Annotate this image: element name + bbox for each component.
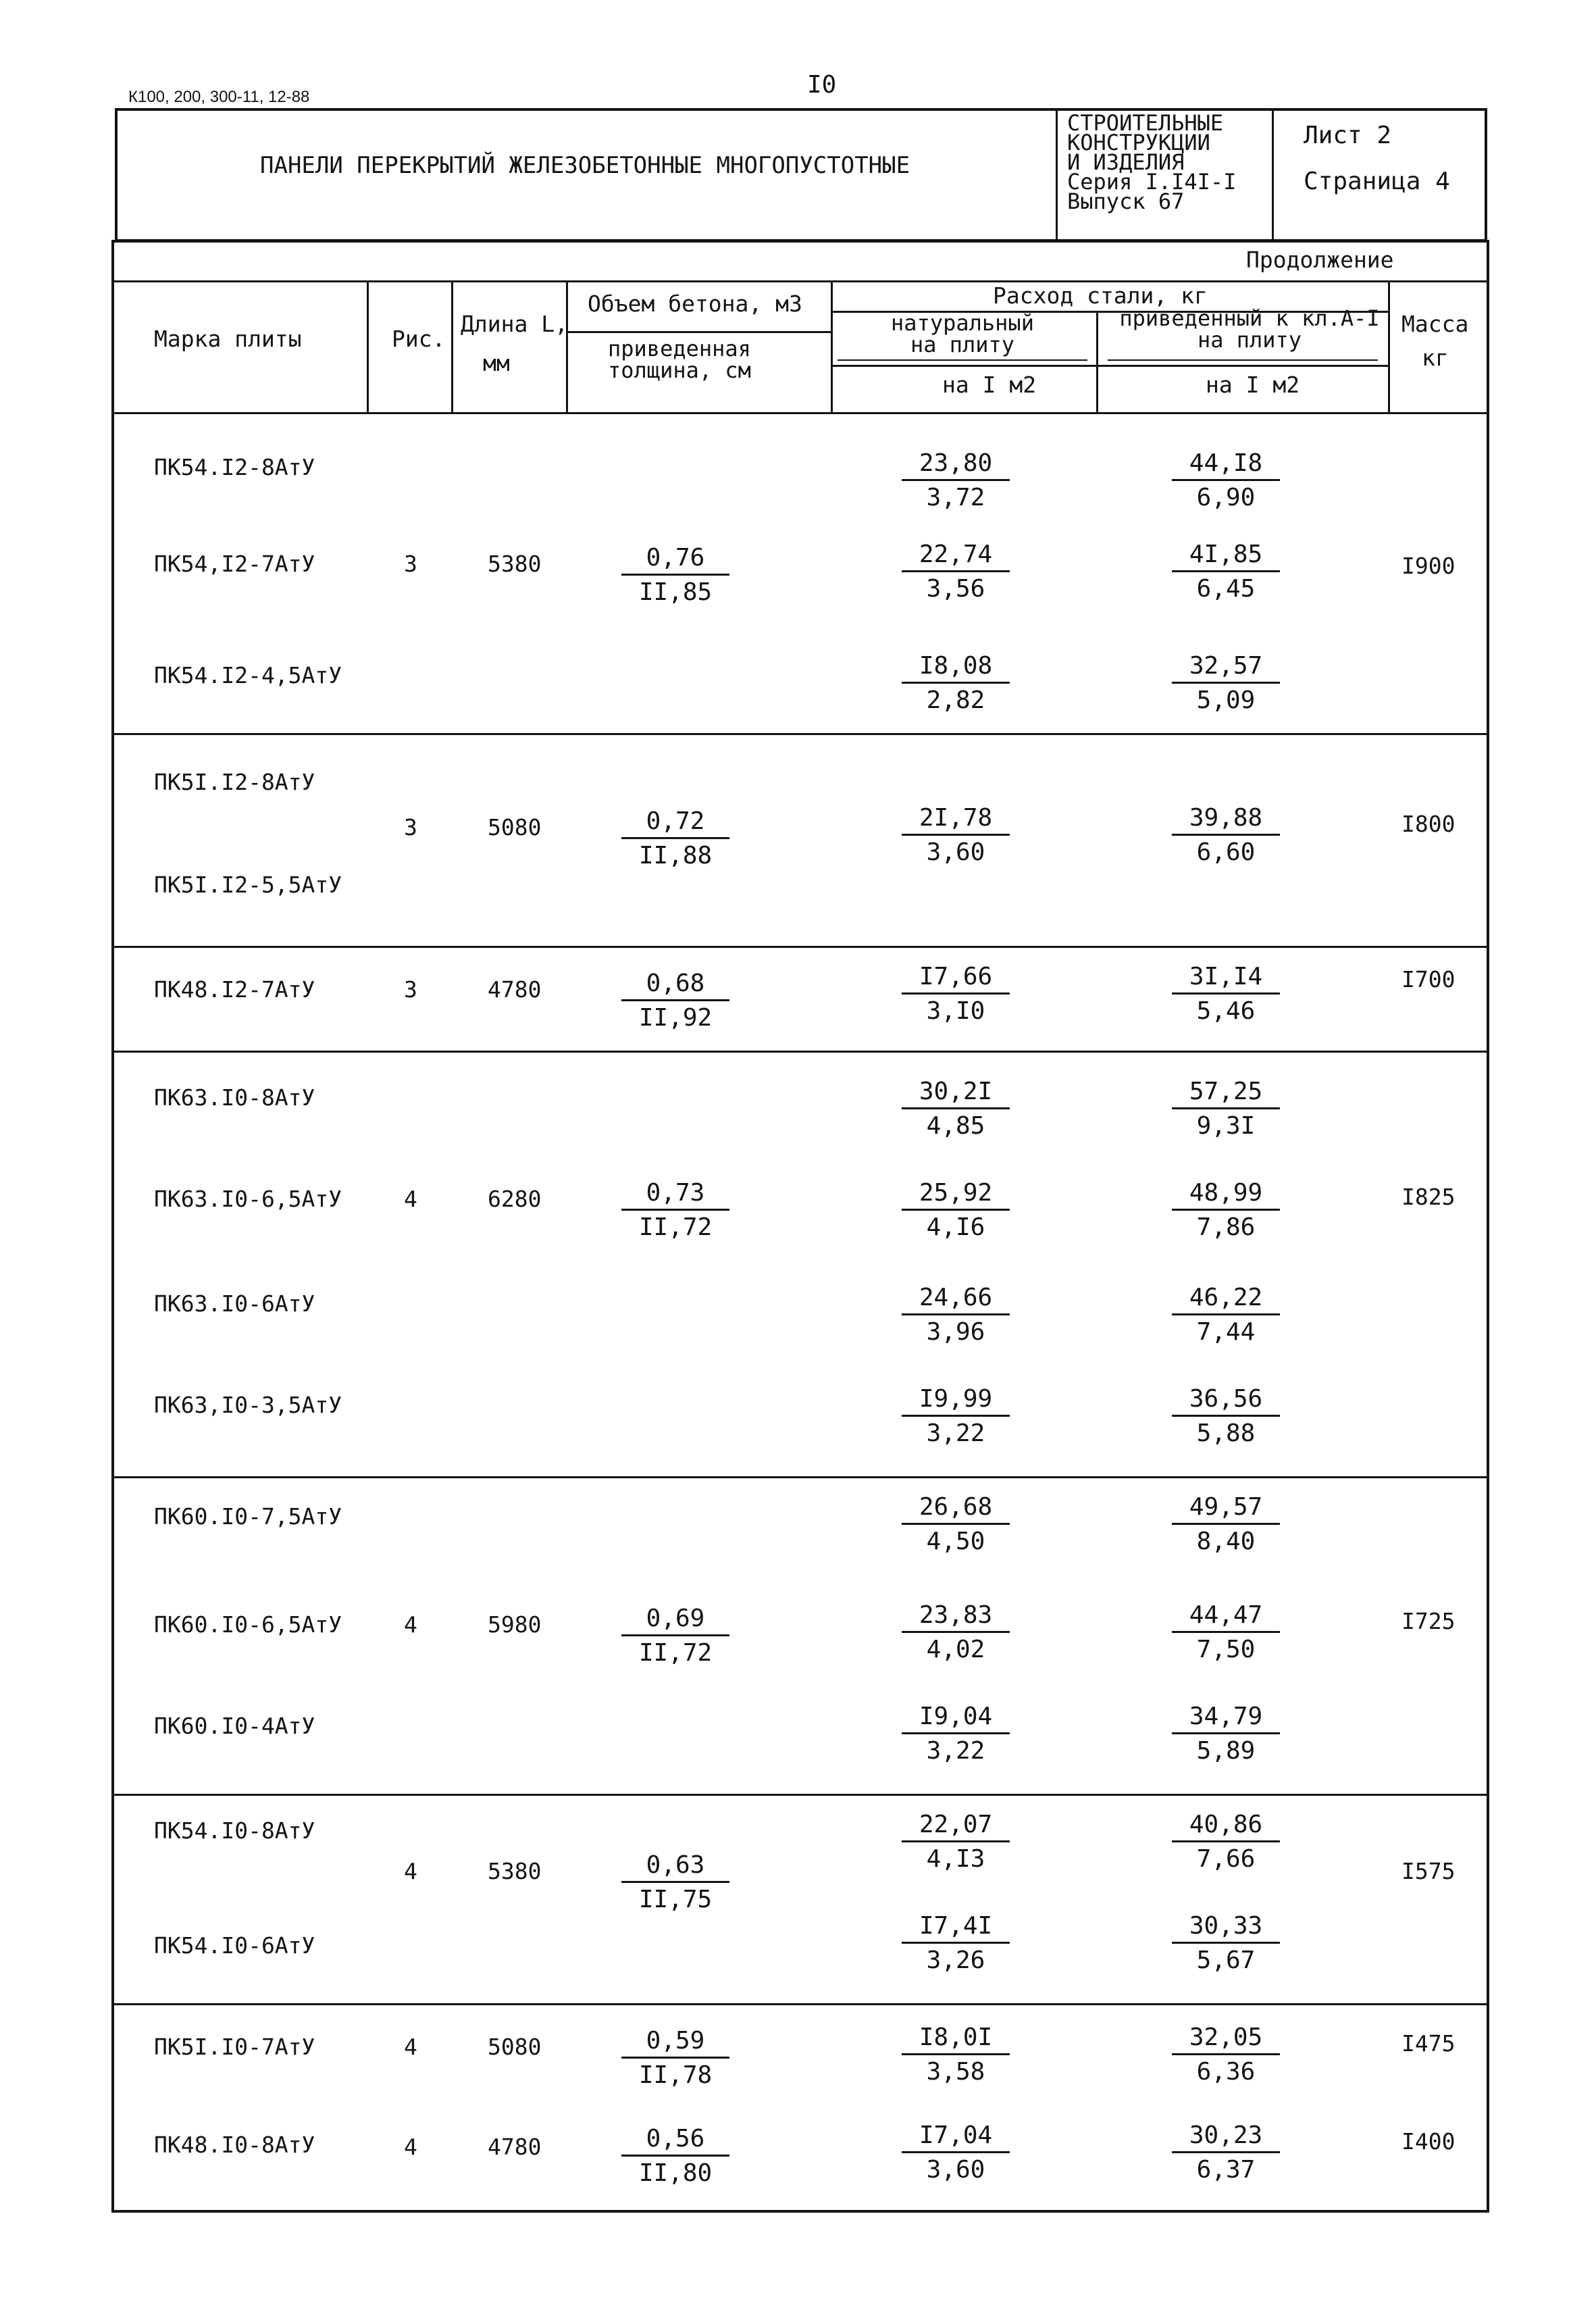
document-title: ПАНЕЛИ ПЕРЕКРЫТИЙ ЖЕЛЕЗОБЕТОННЫЕ МНОГОПУСТОТНЫЕ <box>260 152 910 179</box>
row-mark: ПК5I.I2-5,5АтУ <box>154 872 342 898</box>
group-fig: 4 <box>404 1186 417 1212</box>
group-length: 5380 <box>488 1858 542 1884</box>
document-code: К100, 200, 300-11, 12-88 <box>128 88 310 106</box>
natural-steel: 22,74 3,56 <box>881 540 1030 603</box>
group-concrete: 0,56 II,80 <box>601 2125 750 2188</box>
natural-steel: 24,66 3,96 <box>881 1284 1030 1347</box>
series-line: СТРОИТЕЛЬНЫЕ <box>1067 110 1224 136</box>
row-mark: ПК5I.I2-8АтУ <box>154 769 315 795</box>
continuation-label: Продолжение <box>1246 247 1394 273</box>
series-line: И ИЗДЕЛИЯ <box>1067 149 1185 175</box>
reduced-steel: 44,47 7,50 <box>1152 1601 1300 1664</box>
group-concrete: 0,73 II,72 <box>601 1179 750 1242</box>
group-mass: I725 <box>1401 1608 1456 1634</box>
page-number: I0 <box>807 71 837 99</box>
header-concrete: Объем бетона, м3 <box>588 291 802 317</box>
natural-steel: 22,07 4,I3 <box>881 1811 1030 1873</box>
reduced-steel: 39,88 6,60 <box>1152 804 1300 867</box>
row-mark: ПК63.I0-6АтУ <box>154 1290 315 1317</box>
group-fig: 3 <box>404 814 417 840</box>
natural-steel: I9,99 3,22 <box>881 1385 1030 1448</box>
natural-steel: I7,4I 3,26 <box>881 1912 1030 1975</box>
natural-steel: 2I,78 3,60 <box>881 804 1030 867</box>
reduced-steel: 30,23 6,37 <box>1152 2121 1300 2184</box>
row-mark: ПК63.I0-8АтУ <box>154 1084 315 1111</box>
header-mass-unit: кг <box>1422 345 1449 371</box>
header-per-m2-natural: на I м2 <box>942 372 1037 398</box>
reduced-steel: 30,33 5,67 <box>1152 1912 1300 1975</box>
row-mark: ПК54.I2-4,5АтУ <box>154 662 342 688</box>
header-fig: Рис. <box>392 326 446 352</box>
group-length: 5980 <box>488 1611 542 1638</box>
natural-steel: I9,04 3,22 <box>881 1703 1030 1765</box>
header-concrete-sub: приведенная толщина, см <box>608 336 751 383</box>
reduced-steel: 49,57 8,40 <box>1152 1493 1300 1556</box>
group-concrete: 0,69 II,72 <box>601 1605 750 1667</box>
group-concrete: 0,63 II,75 <box>601 1851 750 1914</box>
natural-steel: I8,08 2,82 <box>881 652 1030 715</box>
group-fig: 4 <box>404 2134 417 2160</box>
group-length: 4780 <box>488 976 542 1003</box>
natural-steel: 25,92 4,I6 <box>881 1179 1030 1242</box>
reduced-steel: 3I,I4 5,46 <box>1152 963 1300 1026</box>
group-fig: 3 <box>404 976 417 1003</box>
reduced-steel: 34,79 5,89 <box>1152 1703 1300 1765</box>
row-mark: ПК5I.I0-7АтУ <box>154 2034 315 2060</box>
group-concrete: 0,76 II,85 <box>601 544 750 607</box>
row-mark: ПК60.I0-7,5АтУ <box>154 1503 342 1530</box>
header-per-m2-reduced: на I м2 <box>1206 372 1300 398</box>
row-mark: ПК54.I2-8АтУ <box>154 454 315 480</box>
reduced-steel: 40,86 7,66 <box>1152 1811 1300 1873</box>
natural-steel: 30,2I 4,85 <box>881 1078 1030 1140</box>
reduced-steel: 4I,85 6,45 <box>1152 540 1300 603</box>
series-line: Серия I.I4I-I <box>1067 169 1237 195</box>
reduced-steel: 46,22 7,44 <box>1152 1284 1300 1347</box>
group-fig: 4 <box>404 1858 417 1884</box>
group-fig: 4 <box>404 2034 417 2060</box>
row-mark: ПК63,I0-3,5АтУ <box>154 1392 342 1418</box>
reduced-steel: 32,57 5,09 <box>1152 652 1300 715</box>
row-mark: ПК60.I0-4АтУ <box>154 1713 315 1739</box>
series-block <box>1067 110 1237 214</box>
group-length: 5080 <box>488 814 542 840</box>
natural-steel: I7,66 3,I0 <box>881 963 1030 1026</box>
group-mass: I575 <box>1401 1858 1456 1884</box>
header-reduced: приведенный к кл.А-I на плиту <box>1119 305 1380 353</box>
natural-steel: 23,83 4,02 <box>881 1601 1030 1664</box>
group-mass: I400 <box>1401 2128 1456 2155</box>
natural-steel: 26,68 4,50 <box>881 1493 1030 1556</box>
reduced-steel: 32,05 6,36 <box>1152 2023 1300 2086</box>
header-steel: Расход стали, кг <box>993 282 1208 309</box>
series-line: КОНСТРУКЦИИ <box>1067 130 1210 155</box>
row-mark: ПК60.I0-6,5АтУ <box>154 1611 342 1638</box>
group-mass: I825 <box>1401 1184 1456 1210</box>
row-mark: ПК54,I2-7АтУ <box>154 551 315 577</box>
group-concrete: 0,59 II,78 <box>601 2027 750 2090</box>
group-fig: 3 <box>404 551 417 577</box>
group-fig: 4 <box>404 1611 417 1638</box>
group-concrete: 0,68 II,92 <box>601 970 750 1032</box>
page-label: Страница 4 <box>1304 168 1450 195</box>
reduced-steel: 44,I8 6,90 <box>1152 449 1300 512</box>
reduced-steel: 36,56 5,88 <box>1152 1385 1300 1448</box>
header-mark: Марка плиты <box>154 326 302 352</box>
group-mass: I900 <box>1401 553 1456 579</box>
row-mark: ПК54.I0-6АтУ <box>154 1932 315 1959</box>
reduced-steel: 48,99 7,86 <box>1152 1179 1300 1242</box>
natural-steel: 23,80 3,72 <box>881 449 1030 512</box>
group-length: 6280 <box>488 1186 542 1212</box>
group-length: 5080 <box>488 2034 542 2060</box>
group-mass: I700 <box>1401 966 1456 992</box>
natural-steel: I7,04 3,60 <box>881 2121 1030 2184</box>
group-length: 4780 <box>488 2134 542 2160</box>
header-mass: Масса <box>1401 311 1469 337</box>
header-natural: натуральный на плиту <box>891 310 1034 357</box>
group-length: 5380 <box>488 551 542 577</box>
group-concrete: 0,72 II,88 <box>601 807 750 870</box>
header-length: Длина L, <box>461 311 568 337</box>
row-mark: ПК63.I0-6,5АтУ <box>154 1186 342 1212</box>
series-line: Выпуск 67 <box>1067 188 1185 214</box>
row-mark: ПК48.I2-7АтУ <box>154 976 315 1003</box>
group-mass: I475 <box>1401 2030 1456 2057</box>
header-length-unit: мм <box>483 350 510 376</box>
row-mark: ПК54.I0-8АтУ <box>154 1817 315 1844</box>
row-mark: ПК48.I0-8АтУ <box>154 2132 315 2158</box>
reduced-steel: 57,25 9,3I <box>1152 1078 1300 1140</box>
natural-steel: I8,0I 3,58 <box>881 2023 1030 2086</box>
sheet-label: Лист 2 <box>1304 122 1392 149</box>
group-mass: I800 <box>1401 811 1456 837</box>
